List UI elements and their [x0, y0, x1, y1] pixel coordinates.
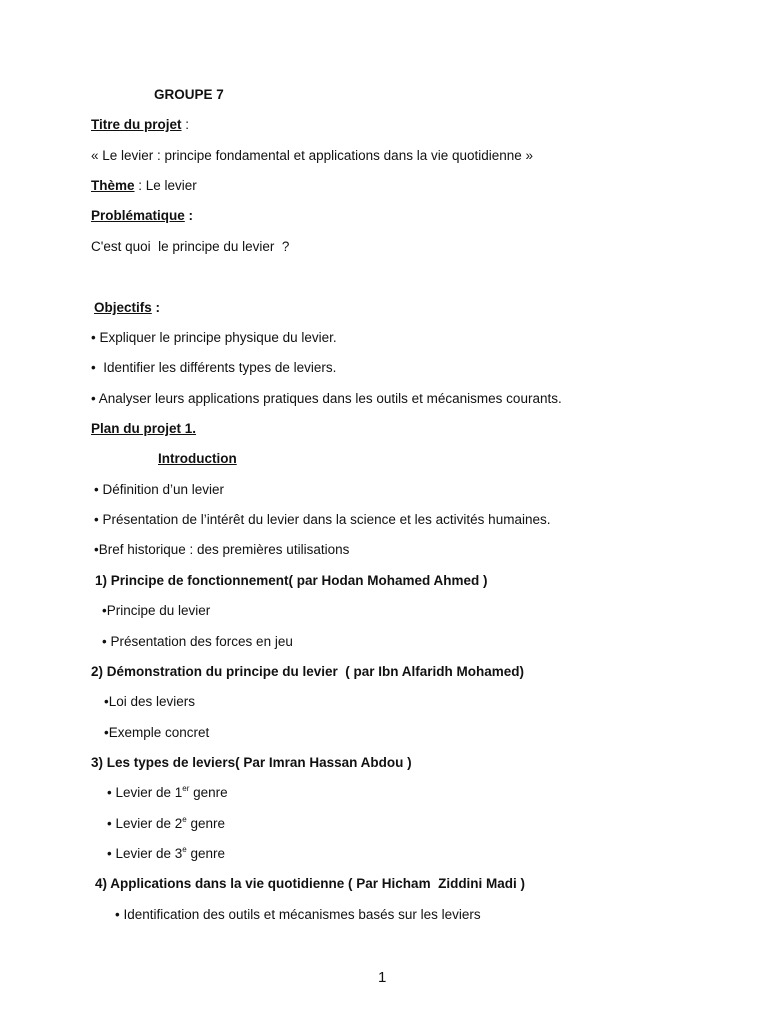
problematique-line — [91, 208, 193, 224]
item-text: genre — [189, 785, 228, 800]
section-1-title: 1) Principe de fonctionnement( par Hodan Mohamed Ahmed ) — [95, 573, 488, 588]
objectifs-heading — [94, 300, 160, 316]
intro-item: • Présentation de l’intérêt du levier dans la science et les activités humaines. — [94, 512, 551, 527]
section-3-item — [107, 785, 228, 801]
section-1-item: • Présentation des forces en jeu — [102, 634, 293, 649]
problematique-colon: : — [184, 208, 194, 223]
intro-heading — [158, 451, 237, 467]
problematique-label: Problématique — [91, 208, 185, 223]
group-heading: GROUPE 7 — [154, 87, 224, 102]
item-text: genre — [186, 846, 226, 861]
section-2-item: •Loi des leviers — [104, 694, 196, 709]
section-1-item: •Principe du levier — [102, 603, 211, 618]
objectifs-colon: : — [151, 300, 161, 315]
intro-item: • Définition d’un levier — [94, 482, 225, 497]
item-superscript: er — [182, 784, 190, 793]
project-title-line — [91, 117, 189, 133]
item-superscript: e — [182, 845, 187, 854]
section-3-item — [107, 846, 225, 862]
theme-value: : Le levier — [134, 178, 197, 193]
item-superscript: e — [182, 815, 187, 824]
section-4-title: 4) Applications dans la vie quotidienne ( Par Hicham Ziddini Madi ) — [95, 876, 526, 891]
item-text: • Levier de 3 — [107, 846, 183, 861]
section-2-title: 2) Démonstration du principe du levier ( par Ibn Alfaridh Mohamed) — [91, 664, 525, 679]
theme-label: Thème — [91, 178, 135, 193]
item-text: • Levier de 2 — [107, 816, 183, 831]
objectif-item: • Expliquer le principe physique du levier. — [91, 330, 337, 345]
section-3-title: 3) Les types de leviers( Par Imran Hassan Abdou ) — [91, 755, 412, 770]
project-title-colon: : — [181, 117, 190, 132]
project-title-value: « Le levier : principe fondamental et applications dans la vie quotidienne » — [91, 148, 534, 163]
objectif-item: • Analyser leurs applications pratiques dans les outils et mécanismes courants. — [91, 391, 562, 406]
problematique-value: C'est quoi le principe du levier ? — [91, 239, 290, 254]
intro-label: Introduction — [158, 451, 237, 466]
project-title-label: Titre du projet — [91, 117, 182, 132]
item-text: • Levier de 1 — [107, 785, 183, 800]
section-4-item: • Identification des outils et mécanismes basés sur les leviers — [115, 907, 481, 922]
theme-line — [91, 178, 197, 194]
intro-item: •Bref historique : des premières utilisations — [94, 542, 350, 557]
section-3-item — [107, 816, 225, 832]
plan-label: Plan du projet 1. — [91, 421, 197, 436]
plan-heading — [91, 421, 196, 437]
objectifs-label: Objectifs — [94, 300, 152, 315]
section-2-item: •Exemple concret — [104, 725, 210, 740]
objectif-item: • Identifier les différents types de leviers. — [91, 360, 337, 375]
item-text: genre — [186, 816, 226, 831]
page-number: 1 — [378, 969, 387, 986]
